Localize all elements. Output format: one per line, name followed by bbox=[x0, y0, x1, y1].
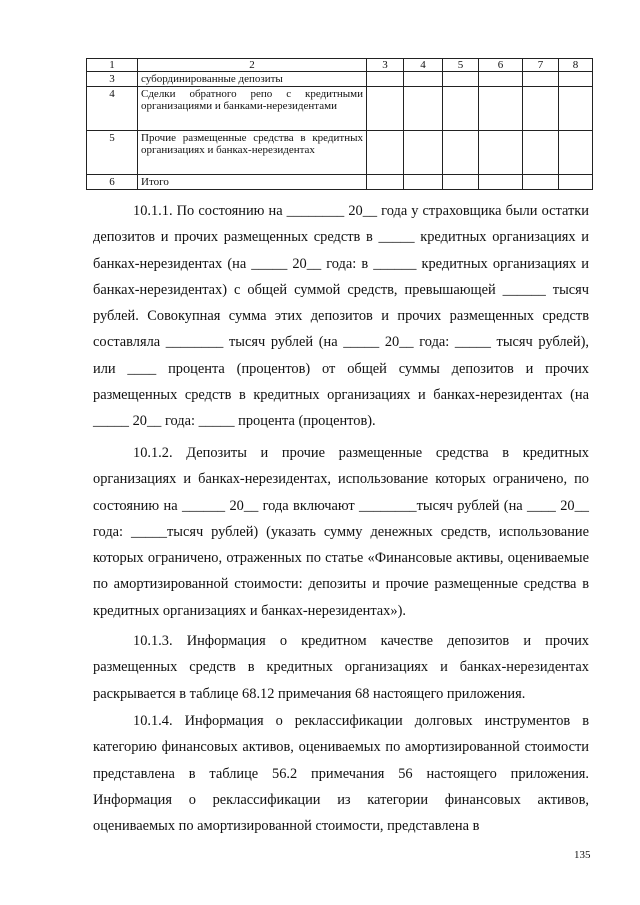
table-cell bbox=[443, 72, 479, 87]
table-cell bbox=[443, 175, 479, 190]
paragraph-10-1-1: 10.1.1. По состоянию на ________ 20__ года у страховщика были остатки депозитов и прочих размещенных средств в _____ кредитных организациях и банках-нерезидентах (на _____ 20__ года: в ______ кредитных организациях и банках-нерезидентах) с общей суммой средств, превышающей ______ тысяч рублей. Совокупная сумма этих депозитов и прочих размещенных средств составляла ________ тысяч рублей (на _____ 20__ года: _____ тысяч рублей), или ____ процента (процентов) от общей суммы депозитов и прочих размещенных средств в кредитных организациях и банках-нерезидентах (на _____ 20__ года: _____ процента (процентов). bbox=[93, 203, 589, 430]
table-cell bbox=[367, 87, 404, 131]
table-cell bbox=[479, 175, 523, 190]
table-cell bbox=[523, 131, 559, 175]
row-label: Прочие размещенные средства в кредитных организациях и банках-нерезидентах bbox=[138, 131, 367, 175]
column-header: 5 bbox=[443, 59, 479, 72]
table-cell bbox=[404, 175, 443, 190]
table-header-row bbox=[87, 59, 593, 72]
row-number: 5 bbox=[87, 131, 138, 175]
table-cell bbox=[559, 87, 593, 131]
column-header: 1 bbox=[87, 59, 138, 72]
row-number: 3 bbox=[87, 72, 138, 87]
row-label: Итого bbox=[138, 175, 367, 190]
table-row bbox=[87, 175, 593, 190]
column-header: 6 bbox=[479, 59, 523, 72]
table-cell bbox=[523, 72, 559, 87]
table-cell bbox=[404, 131, 443, 175]
column-header: 2 bbox=[138, 59, 367, 72]
paragraph-10-1-3: 10.1.3. Информация о кредитном качестве депозитов и прочих размещенных средств в кредитных организациях и банках-нерезидентах раскрывается в таблице 68.12 примечания 68 настоящего приложения. bbox=[93, 633, 589, 702]
table-cell bbox=[367, 131, 404, 175]
paragraph-10-1-2: 10.1.2. Депозиты и прочие размещенные средства в кредитных организациях и банках-нерезидентах, использование которых ограничено, по состоянию на ______ 20__ года включают ________тысяч рублей (на ____ 20__ года: _____тысяч рублей) (указать сумму денежных средств, использование которых ограничено, отраженных по статье «Финансовые активы, оцениваемые по амортизированной стоимости: депозиты и прочие размещенные средства в кредитных организациях и банках-нерезидентах»). bbox=[93, 445, 589, 619]
table-cell bbox=[559, 72, 593, 87]
table-cell bbox=[559, 175, 593, 190]
table-cell bbox=[443, 131, 479, 175]
table-cell bbox=[479, 72, 523, 87]
column-header: 7 bbox=[523, 59, 559, 72]
table-cell bbox=[367, 72, 404, 87]
table-row bbox=[87, 72, 593, 87]
page-number: 135 bbox=[574, 849, 591, 861]
table-cell bbox=[443, 87, 479, 131]
table-cell bbox=[404, 87, 443, 131]
table-row bbox=[87, 131, 593, 175]
row-number: 6 bbox=[87, 175, 138, 190]
column-header: 8 bbox=[559, 59, 593, 72]
table-row bbox=[87, 87, 593, 131]
table-cell bbox=[479, 131, 523, 175]
row-number: 4 bbox=[87, 87, 138, 131]
row-label: Сделки обратного репо с кредитными организациями и банками-нерезидентами bbox=[138, 87, 367, 131]
deposits-table bbox=[86, 58, 593, 190]
table-cell bbox=[404, 72, 443, 87]
table-cell bbox=[523, 175, 559, 190]
row-label: субординированные депозиты bbox=[138, 72, 367, 87]
table-cell bbox=[559, 131, 593, 175]
paragraph-10-1-4: 10.1.4. Информация о реклассификации долговых инструментов в категорию финансовых активов, оцениваемых по амортизированной стоимости представлена в таблице 56.2 примечания 56 настоящего приложения. Информация о реклассификации из категории финансовых активов, оцениваемых по амортизированной стоимости, представлена в bbox=[93, 713, 589, 835]
table-cell bbox=[367, 175, 404, 190]
column-header: 4 bbox=[404, 59, 443, 72]
column-header: 3 bbox=[367, 59, 404, 72]
table-cell bbox=[523, 87, 559, 131]
table-cell bbox=[479, 87, 523, 131]
